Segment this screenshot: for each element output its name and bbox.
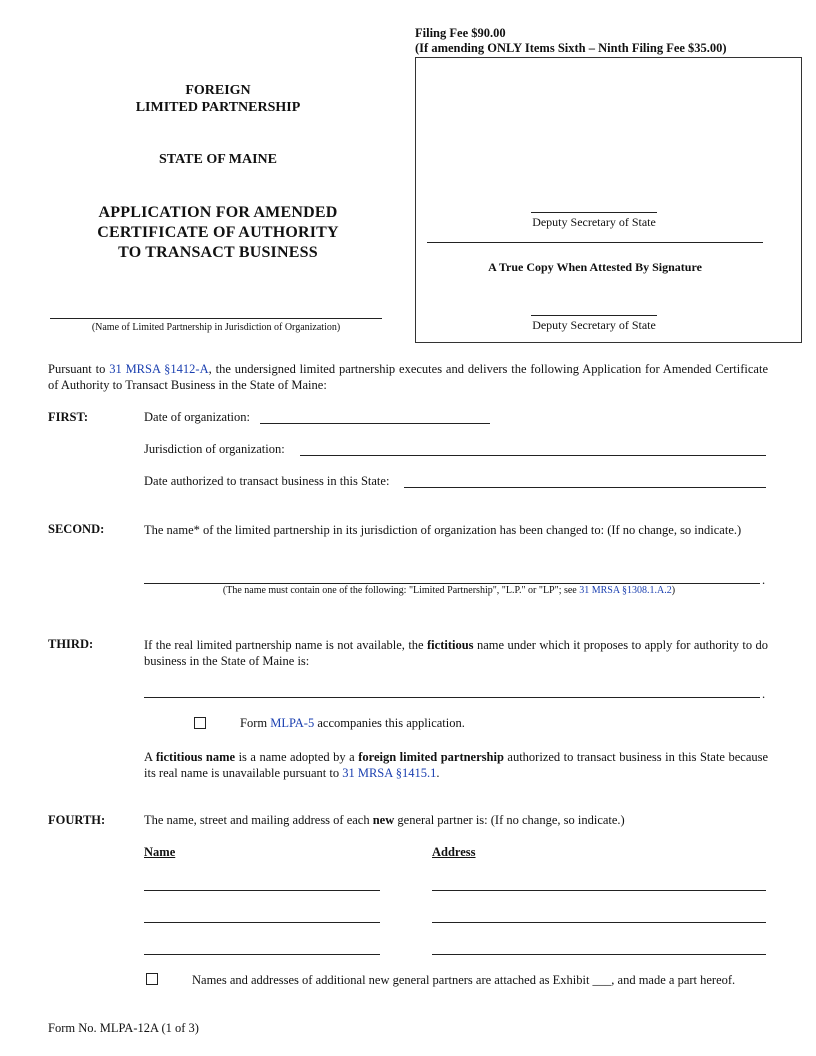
filing-stamp-box — [415, 57, 802, 343]
partner-address-field-2[interactable] — [432, 922, 766, 923]
def-b: fictitious name — [155, 750, 236, 764]
deputy-secretary-label-1: Deputy Secretary of State — [532, 215, 656, 229]
title-line-1: APPLICATION FOR AMENDED — [98, 204, 338, 221]
third-label: THIRD: — [48, 637, 94, 651]
partner-address-field-1[interactable] — [432, 890, 766, 891]
fictitious-name-definition — [144, 749, 768, 781]
def-f: . — [436, 766, 440, 780]
note-post: ) — [671, 585, 676, 596]
header-state: STATE OF MAINE — [159, 152, 277, 167]
true-copy-label: A True Copy When Attested By Signature — [488, 260, 702, 274]
date-authorized-label: Date authorized to transact business in this State: — [144, 474, 390, 488]
partner-name-field-2[interactable] — [144, 922, 380, 923]
signature-line-2 — [531, 315, 657, 316]
jurisdiction-field[interactable] — [300, 455, 766, 456]
statute-link-1412a[interactable]: 31 MRSA §1412-A — [109, 362, 209, 376]
partner-name-field-1[interactable] — [144, 890, 380, 891]
intro-paragraph — [48, 361, 768, 393]
def-c: is a name adopted by a — [235, 750, 359, 764]
date-of-organization-label: Date of organization: — [144, 410, 250, 424]
exhibit-checkbox[interactable] — [146, 973, 158, 985]
intro-text-post: , the undersigned limited partnership executes and delivers the following Application for Amended Certificate of Authority to Transact Business in the State of Maine: — [48, 362, 768, 392]
fourth-label: FOURTH: — [48, 813, 106, 827]
fourth-text-bold: new — [372, 813, 395, 827]
def-a: A — [144, 750, 156, 764]
header-limited-partnership: LIMITED PARTNERSHIP — [135, 100, 301, 115]
title-line-3: TO TRANSACT BUSINESS — [118, 244, 318, 261]
name-column-header: Name — [144, 845, 176, 859]
partner-address-field-3[interactable] — [432, 954, 766, 955]
third-text-post: name under which it proposes to apply for authority to do business in the State of Maine is: — [144, 638, 768, 668]
mlpa5-link[interactable]: MLPA-5 — [270, 716, 315, 730]
fourth-text — [144, 813, 625, 828]
lp-name-field[interactable] — [50, 318, 382, 319]
changed-name-period: . — [762, 573, 766, 587]
name-requirement-note — [144, 585, 754, 596]
form-number: Form No. MLPA-12A (1 of 3) — [48, 1021, 199, 1035]
def-d: foreign limited partnership — [358, 750, 504, 764]
jurisdiction-label: Jurisdiction of organization: — [144, 442, 285, 456]
intro-text-pre: Pursuant to — [48, 362, 110, 376]
signature-line-1 — [531, 212, 657, 213]
lp-name-caption: (Name of Limited Partnership in Jurisdiction of Organization) — [91, 322, 341, 333]
page-title — [48, 203, 388, 263]
exhibit-text: Names and addresses of additional new general partners are attached as Exhibit ___, and made a part hereof. — [192, 973, 736, 987]
date-of-organization-field[interactable] — [260, 423, 490, 424]
fourth-text-pre: The name, street and mailing address of each — [144, 813, 373, 827]
box-divider — [427, 242, 763, 243]
statute-link-1415[interactable]: 31 MRSA §1415.1 — [342, 766, 437, 780]
first-label: FIRST: — [48, 410, 89, 424]
form-pre: Form — [240, 716, 271, 730]
third-text-bold: fictitious — [427, 638, 474, 652]
statute-link-1308[interactable]: 31 MRSA §1308.1.A.2 — [579, 585, 672, 596]
header-foreign: FOREIGN — [185, 83, 251, 98]
note-pre: (The name must contain one of the following: "Limited Partnership", "L.P." or "LP"; see — [222, 585, 580, 596]
third-text-pre: If the real limited partnership name is not available, the — [144, 638, 428, 652]
mlpa5-text — [240, 716, 465, 731]
fictitious-name-field[interactable] — [144, 697, 760, 698]
third-text — [144, 637, 768, 669]
fourth-text-post: general partner is: (If no change, so indicate.) — [394, 813, 625, 827]
address-column-header: Address — [432, 845, 476, 859]
title-line-2: CERTIFICATE OF AUTHORITY — [97, 224, 339, 241]
fictitious-name-period: . — [762, 687, 766, 701]
mlpa5-checkbox[interactable] — [194, 717, 206, 729]
filing-fee-line2: (If amending ONLY Items Sixth – Ninth Filing Fee $35.00) — [415, 41, 727, 55]
deputy-secretary-label-2: Deputy Secretary of State — [532, 318, 656, 332]
filing-fee-line1: Filing Fee $90.00 — [415, 26, 506, 40]
date-authorized-field[interactable] — [404, 487, 766, 488]
def-e: authorized to transact business in this State because its real name is unavailable pursuant to — [144, 750, 769, 780]
changed-name-field[interactable] — [144, 583, 760, 584]
filing-fee — [415, 26, 727, 56]
second-text: The name* of the limited partnership in its jurisdiction of organization has been changed to: (If no change, so indicate.) — [144, 523, 742, 537]
second-label: SECOND: — [48, 522, 105, 536]
form-post: accompanies this application. — [314, 716, 465, 730]
partner-name-field-3[interactable] — [144, 954, 380, 955]
